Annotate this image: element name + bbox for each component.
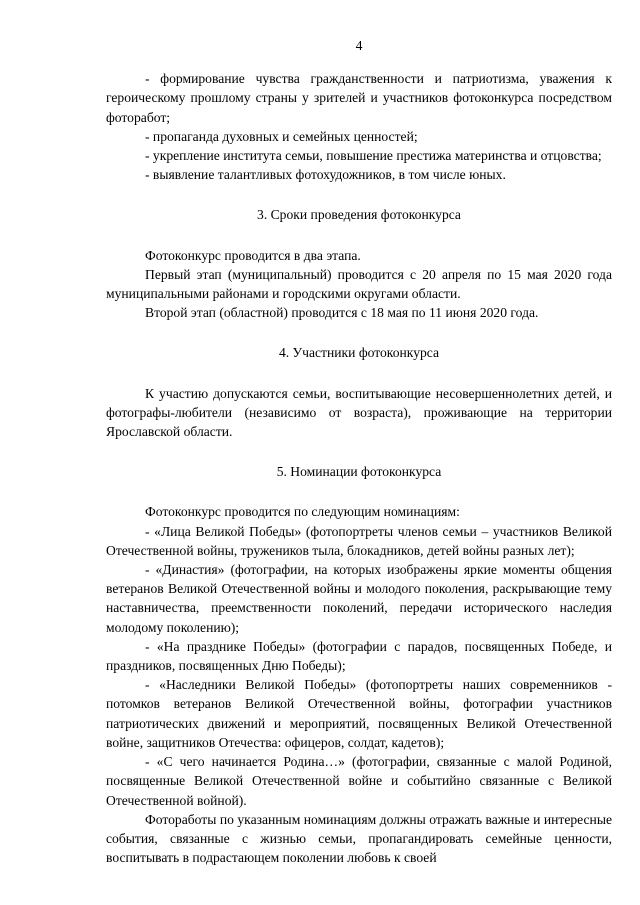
list-item: - «На празднике Победы» (фотографии с парадов, посвященных Победе, и праздников, посвященных Дню Победы); <box>106 638 612 674</box>
list-item: - пропаганда духовных и семейных ценностей; <box>145 128 418 144</box>
paragraph: Первый этап (муниципальный) проводится с 20 апреля по 15 мая 2020 года муниципальными районами и городскими округами области. <box>106 266 612 302</box>
paragraph: Фотоконкурс проводится по следующим номинациям: <box>145 504 460 520</box>
list-item: - «Лица Великой Победы» (фотопортреты членов семьи – участников Великой Отечественной войны, тружеников тыла, блокадников, детей войны разных лет); <box>106 523 612 558</box>
paragraph: К участию допускаются семьи, воспитывающие несовершеннолетних детей, и фотографы-любители (независимо от возраста), проживающие на территории Ярославской области. <box>106 385 612 440</box>
page-number: 4 <box>355 38 363 53</box>
list-item: - формирование чувства гражданственности и патриотизма, уважения к героическому прошлому страны у зрителей и участников фотоконкурса посредством фоторабот; <box>106 71 612 125</box>
section-heading: 3. Сроки проведения фотоконкурса <box>257 207 461 223</box>
section-heading: 4. Участники фотоконкурса <box>278 345 440 361</box>
paragraph: Фотоконкурс проводится в два этапа. <box>145 247 361 263</box>
list-item: - «С чего начинается Родина…» (фотографии, связанные с малой Родиной, посвященные Великой Отечественной войне и событийно связанные с Великой Отечественной войной). <box>106 754 612 808</box>
section-4 <box>106 343 612 441</box>
list-item: - «Наследники Великой Победы» (фотопортреты наших современников - потомков ветеранов Великой Отечественной войны, фотографии участников патриотических движений и мероприятий, посвященных Великой Отечественной войне, защитников Отечества: офицеров, солдат, кадетов); <box>106 677 612 750</box>
section-3 <box>106 205 612 322</box>
list-item: - выявление талантливых фотохудожников, в том числе юных. <box>145 167 506 183</box>
paragraph: Фоторaботы по указанным номинациям должны отражать важные и интересные события, связанные с жизнью семьи, пропагандировать семейные ценности, воспитывать в подрастающем поколении любовь к своей <box>106 811 612 866</box>
list-item: - укрепление института семьи, повышение престижа материнства и отцовства; <box>145 148 602 164</box>
intro-list <box>106 69 612 184</box>
list-item: - «Династия» (фотографии, на которых изображены яркие моменты общения ветеранов Великой Отечественной войны и молодого поколения, раскрывающие тему наставничества, преемственности поколений, передачи исторического наследия молодому поколению); <box>106 562 612 635</box>
section-5 <box>106 462 612 867</box>
section-heading: 5. Номинации фотоконкурса <box>276 464 442 480</box>
paragraph: Второй этап (областной) проводится с 18 мая по 11 июня 2020 года. <box>145 305 539 321</box>
